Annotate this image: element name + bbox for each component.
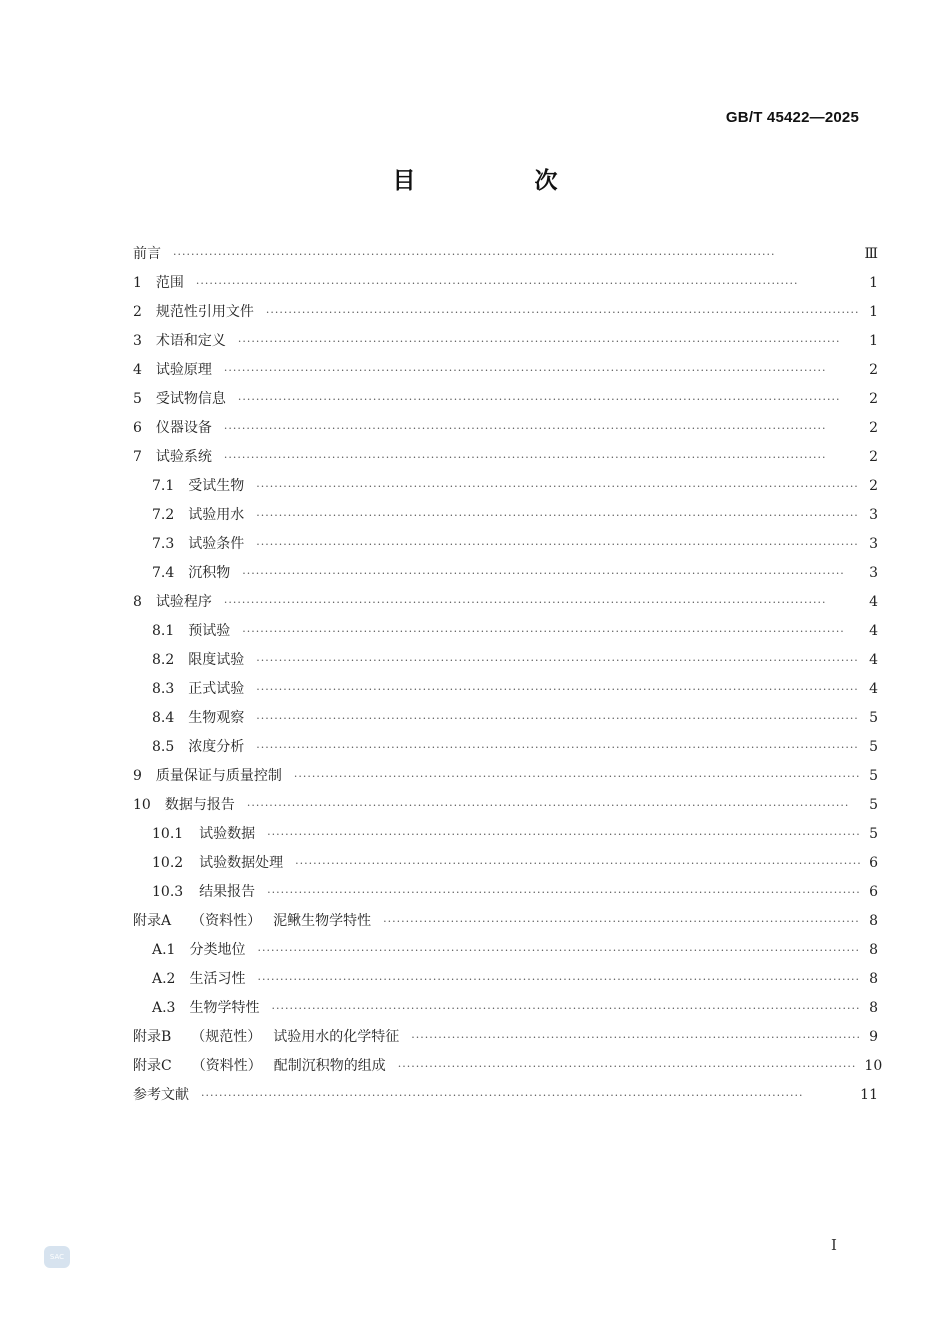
- toc-leader-dots: [224, 356, 860, 385]
- toc-entry[interactable]: [133, 994, 878, 1023]
- toc-leader-dots: [256, 501, 860, 530]
- toc-leader-dots: [201, 1081, 852, 1110]
- standard-code: GB/T 45422—2025: [725, 109, 859, 126]
- toc-entry[interactable]: [133, 733, 878, 762]
- toc-page-number: 2: [869, 362, 878, 378]
- toc-entry[interactable]: [133, 791, 878, 820]
- table-of-contents: [133, 240, 883, 1110]
- toc-entry[interactable]: [133, 588, 878, 617]
- toc-entry-number: 10.1: [152, 826, 184, 842]
- toc-leader-dots: [173, 240, 856, 269]
- toc-entry-number: A.3: [152, 1000, 176, 1016]
- toc-entry[interactable]: [133, 385, 878, 414]
- toc-entry-number: 8.3: [152, 681, 175, 697]
- toc-annex-type: （规范性）: [191, 1029, 262, 1045]
- toc-entry[interactable]: [133, 907, 878, 936]
- toc-page-number: 4: [869, 652, 878, 668]
- toc-leader-dots: [295, 849, 860, 878]
- toc-entry[interactable]: [133, 327, 878, 356]
- toc-entry-number: 8.2: [152, 652, 175, 668]
- toc-entry[interactable]: [133, 965, 878, 994]
- toc-entry[interactable]: [133, 849, 878, 878]
- toc-entry-number: 10: [133, 797, 151, 813]
- toc-entry-number: 2: [133, 304, 142, 320]
- toc-entry-number: 7: [133, 449, 142, 465]
- toc-leader-dots: [242, 617, 860, 646]
- toc-entry[interactable]: [133, 646, 878, 675]
- toc-page-number: 4: [869, 623, 878, 639]
- toc-entry[interactable]: [133, 617, 878, 646]
- toc-leader-dots: [383, 907, 860, 936]
- toc-entry[interactable]: [133, 559, 878, 588]
- toc-entry[interactable]: [133, 530, 878, 559]
- toc-leader-dots: [242, 559, 860, 588]
- toc-entry-title: 浓度分析: [188, 739, 245, 755]
- toc-leader-dots: [257, 965, 860, 994]
- toc-entry[interactable]: [133, 820, 878, 849]
- toc-entry[interactable]: [133, 298, 878, 327]
- toc-entry-number: 4: [133, 362, 142, 378]
- toc-entry-title: 生物学特性: [189, 1000, 260, 1016]
- toc-entry-title: 前言: [133, 246, 161, 262]
- toc-entry[interactable]: [133, 1081, 878, 1110]
- toc-entry-number: 8.1: [152, 623, 175, 639]
- toc-entry-title: 试验用水: [188, 507, 245, 523]
- toc-entry-number: 附录C: [133, 1058, 172, 1074]
- toc-entry-title: 试验数据: [199, 826, 256, 842]
- toc-entry-number: 8.4: [152, 710, 175, 726]
- toc-entry-number: A.1: [152, 942, 176, 958]
- toc-entry-title: 质量保证与质量控制: [155, 768, 282, 784]
- toc-entry-title: 沉积物: [188, 565, 231, 581]
- toc-entry-number: 8: [133, 594, 142, 610]
- toc-entry[interactable]: [133, 936, 878, 965]
- toc-entry[interactable]: [133, 501, 878, 530]
- toc-page-number: 2: [869, 478, 878, 494]
- toc-entry-title: 试验系统: [155, 449, 212, 465]
- toc-entry-title: 受试物信息: [155, 391, 226, 407]
- toc-page-number: 6: [869, 855, 878, 871]
- toc-entry-number: 7.2: [152, 507, 175, 523]
- toc-entry[interactable]: [133, 240, 878, 269]
- toc-leader-dots: [196, 269, 860, 298]
- toc-entry-number: 5: [133, 391, 142, 407]
- toc-leader-dots: [224, 443, 860, 472]
- toc-leader-dots: [411, 1023, 860, 1052]
- toc-entry[interactable]: [133, 878, 878, 907]
- toc-leader-dots: [294, 762, 860, 791]
- toc-entry-title: 受试生物: [188, 478, 245, 494]
- toc-entry[interactable]: [133, 269, 878, 298]
- toc-entry-title: 试验数据处理: [199, 855, 284, 871]
- toc-entry-number: 1: [133, 275, 142, 291]
- toc-entry-title: 试验条件: [188, 536, 245, 552]
- toc-entry-title: 仪器设备: [155, 420, 212, 436]
- toc-leader-dots: [257, 936, 860, 965]
- toc-entry[interactable]: [133, 443, 878, 472]
- toc-page-number: 5: [869, 826, 878, 842]
- toc-page-number: 8: [869, 971, 878, 987]
- toc-entry-title: 术语和定义: [155, 333, 226, 349]
- toc-leader-dots: [256, 733, 860, 762]
- toc-entry-number: 3: [133, 333, 142, 349]
- toc-leader-dots: [267, 820, 860, 849]
- toc-entry[interactable]: [133, 704, 878, 733]
- toc-annex-type: （资料性）: [191, 913, 262, 929]
- toc-page-number: 1: [869, 333, 878, 349]
- toc-leader-dots: [238, 385, 860, 414]
- toc-page-number: 9: [869, 1029, 878, 1045]
- toc-page-number: 4: [869, 594, 878, 610]
- toc-leader-dots: [256, 530, 860, 559]
- page-title: 目 次: [392, 168, 606, 194]
- toc-entry-title: 试验用水的化学特征: [273, 1029, 400, 1045]
- toc-entry-title: 分类地位: [189, 942, 246, 958]
- toc-entry[interactable]: [133, 1052, 883, 1081]
- toc-entry-title: 数据与报告: [164, 797, 235, 813]
- toc-page-number: 10: [864, 1058, 883, 1074]
- toc-entry[interactable]: [133, 472, 878, 501]
- toc-entry-title: 结果报告: [199, 884, 256, 900]
- toc-entry-title: 生物观察: [188, 710, 245, 726]
- toc-entry-number: 7.1: [152, 478, 175, 494]
- toc-entry-number: 8.5: [152, 739, 175, 755]
- toc-page-number: Ⅲ: [864, 246, 878, 262]
- toc-page-number: 3: [869, 507, 878, 523]
- toc-page-number: 3: [869, 565, 878, 581]
- toc-entry[interactable]: [133, 414, 878, 443]
- toc-entry[interactable]: [133, 762, 878, 791]
- toc-leader-dots: [256, 472, 860, 501]
- toc-entry-title: 参考文献: [133, 1087, 189, 1103]
- toc-entry-title: 范围: [155, 275, 184, 291]
- toc-entry-number: 附录B: [133, 1029, 172, 1045]
- toc-annex-type: （资料性）: [191, 1058, 262, 1074]
- toc-entry-title: 规范性引用文件: [155, 304, 254, 320]
- toc-entry-title: 试验程序: [155, 594, 212, 610]
- toc-leader-dots: [224, 588, 860, 617]
- toc-leader-dots: [398, 1052, 857, 1081]
- toc-leader-dots: [256, 675, 860, 704]
- toc-page-number: 2: [869, 391, 878, 407]
- toc-entry-title: 正式试验: [188, 681, 245, 697]
- toc-leader-dots: [247, 791, 860, 820]
- toc-entry-number: A.2: [152, 971, 176, 987]
- toc-page-number: 6: [869, 884, 878, 900]
- toc-page-number: 1: [869, 304, 878, 320]
- toc-entry-title: 限度试验: [188, 652, 245, 668]
- toc-page-number: 4: [869, 681, 878, 697]
- toc-entry-title: 配制沉积物的组成: [273, 1058, 386, 1074]
- toc-leader-dots: [224, 414, 860, 443]
- toc-entry-number: 10.3: [152, 884, 184, 900]
- toc-entry[interactable]: [133, 1023, 878, 1052]
- toc-entry-title: 泥鳅生物学特性: [273, 913, 372, 929]
- logo-watermark-icon: SAC: [44, 1246, 70, 1268]
- toc-entry[interactable]: [133, 675, 878, 704]
- toc-page-number: 11: [860, 1087, 878, 1103]
- toc-page-number: 5: [869, 710, 878, 726]
- toc-page-number: 5: [869, 768, 878, 784]
- toc-page-number: 2: [869, 449, 878, 465]
- toc-entry-title: 试验原理: [155, 362, 212, 378]
- toc-leader-dots: [266, 298, 860, 327]
- toc-leader-dots: [238, 327, 860, 356]
- toc-page-number: 5: [869, 797, 878, 813]
- toc-entry-number: 6: [133, 420, 142, 436]
- toc-page-number: 2: [869, 420, 878, 436]
- toc-entry-title: 预试验: [188, 623, 231, 639]
- toc-leader-dots: [271, 994, 860, 1023]
- toc-entry[interactable]: [133, 356, 878, 385]
- toc-entry-number: 7.3: [152, 536, 175, 552]
- toc-entry-number: 附录A: [133, 913, 172, 929]
- toc-entry-number: 7.4: [152, 565, 175, 581]
- toc-page-number: 3: [869, 536, 878, 552]
- toc-page-number: 1: [869, 275, 878, 291]
- toc-page-number: 8: [869, 913, 878, 929]
- toc-leader-dots: [256, 646, 860, 675]
- page-number: Ⅰ: [831, 1236, 837, 1254]
- toc-page-number: 5: [869, 739, 878, 755]
- toc-page-number: 8: [869, 1000, 878, 1016]
- toc-leader-dots: [267, 878, 860, 907]
- toc-page-number: 8: [869, 942, 878, 958]
- toc-entry-number: 9: [133, 768, 142, 784]
- toc-leader-dots: [256, 704, 860, 733]
- toc-entry-title: 生活习性: [189, 971, 246, 987]
- toc-entry-number: 10.2: [152, 855, 184, 871]
